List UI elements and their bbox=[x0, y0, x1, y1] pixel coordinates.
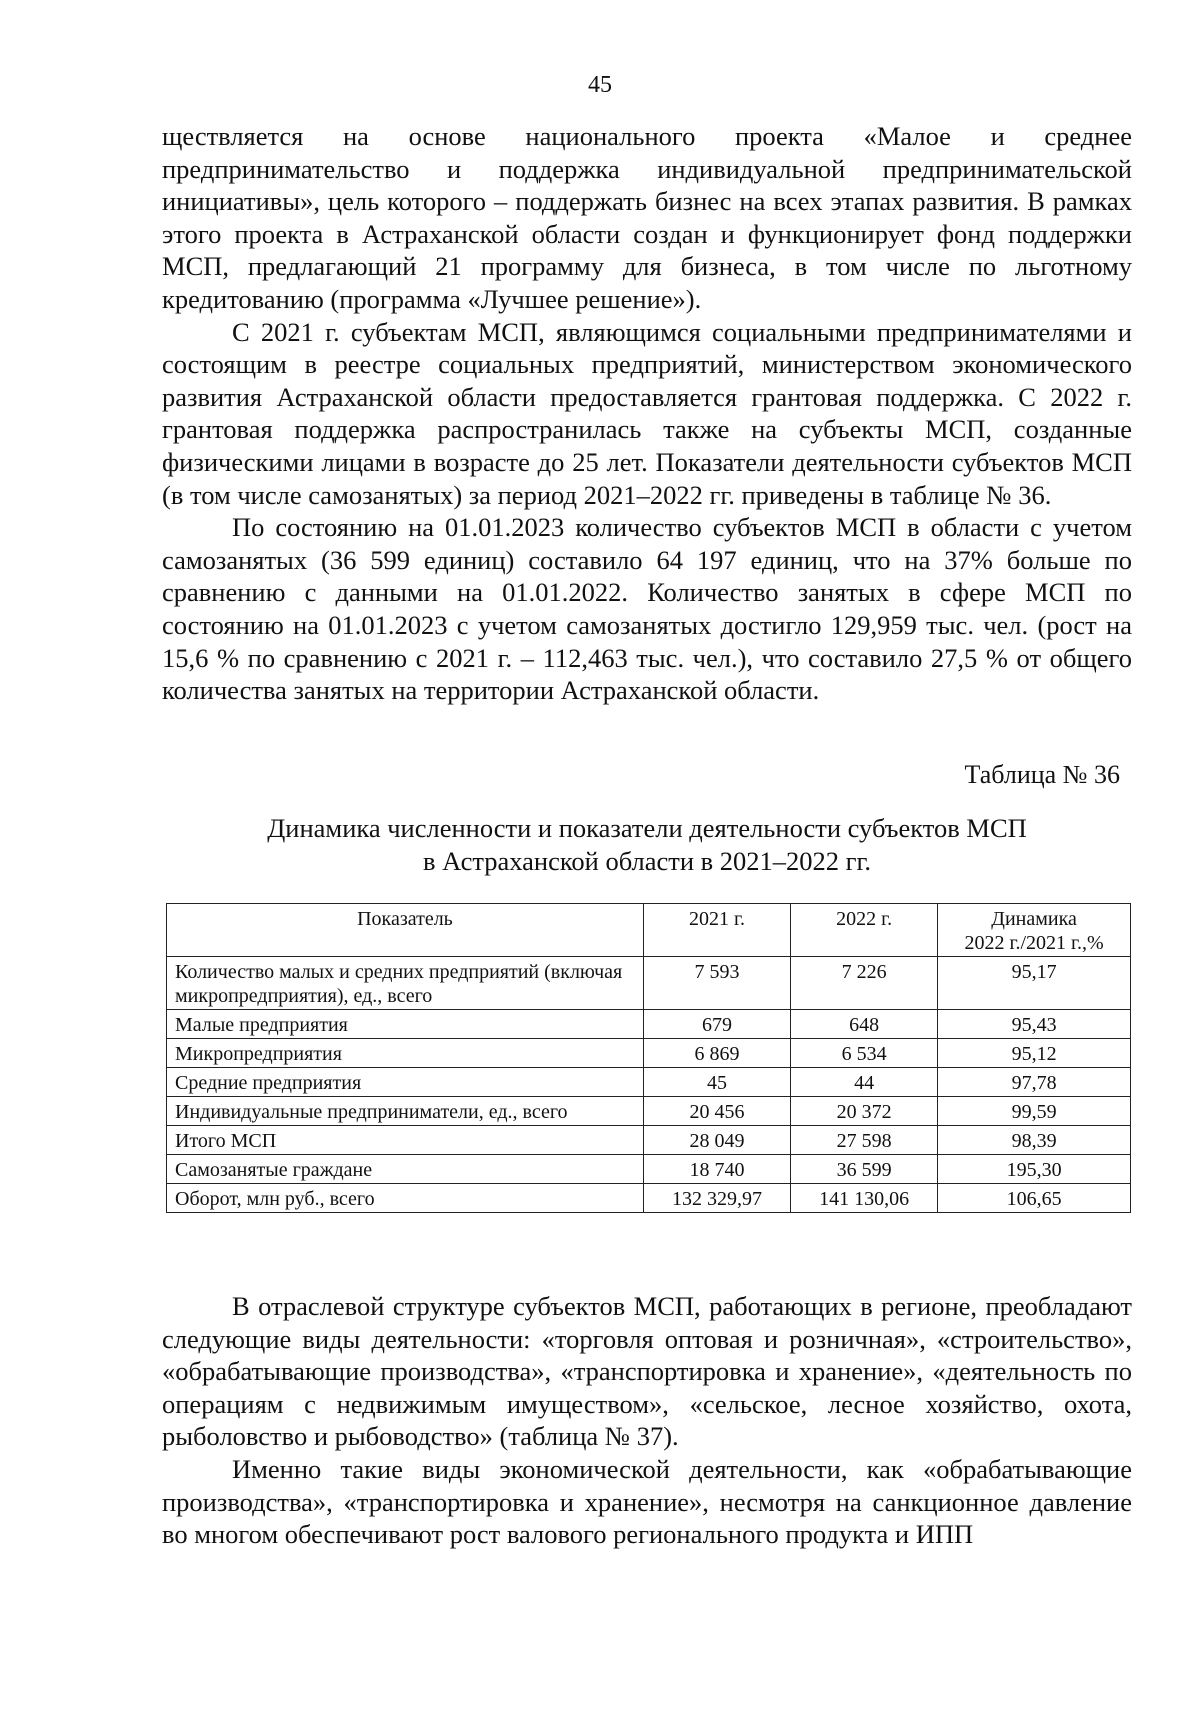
paragraph-2: С 2021 г. субъектам МСП, являющимся социальными предпринимателями и состоящим в реестре социальных предприятий, министерством экономического развития Астраханской области предоставляется грантовая поддержка. С 2022 г. грантовая поддержка распространилась также на субъекты МСП, созданные физическими лицами в возрасте до 25 лет. Показатели деятельности субъектов МСП (в том числе самозанятых) за период 2021–2022 гг. приведены в таблице № 36. bbox=[162, 316, 1132, 510]
header-2022: 2022 г. bbox=[791, 904, 938, 957]
row-value-2022: 20 372 bbox=[791, 1097, 938, 1126]
row-value-2021: 18 740 bbox=[643, 1155, 790, 1184]
row-label: Итого МСП bbox=[167, 1126, 644, 1155]
body-text-bottom bbox=[162, 1290, 1132, 1551]
row-dynamics: 99,59 bbox=[938, 1097, 1131, 1126]
table-row bbox=[167, 1010, 1131, 1039]
row-value-2022: 27 598 bbox=[791, 1126, 938, 1155]
table-number-label: Таблица № 36 bbox=[964, 760, 1120, 789]
header-dynamics-line-1: Динамика bbox=[991, 908, 1077, 930]
header-2021: 2021 г. bbox=[643, 904, 790, 957]
row-label: Индивидуальные предприниматели, ед., всего bbox=[167, 1097, 644, 1126]
row-dynamics: 95,12 bbox=[938, 1039, 1131, 1068]
header-dynamics-line-2: 2022 г./2021 г.,% bbox=[964, 932, 1104, 954]
table-row bbox=[167, 1155, 1131, 1184]
row-value-2022: 7 226 bbox=[791, 957, 938, 1010]
row-value-2021: 45 bbox=[643, 1068, 790, 1097]
paragraph-3: По состоянию на 01.01.2023 количество субъектов МСП в области с учетом самозанятых (36 599 единиц) составило 64 197 единиц, что на 37% больше по сравнению с данными на 01.01.2022. Количество занятых в сфере МСП по состоянию на 01.01.2023 с учетом самозанятых достигло 129,959 тыс. чел. (рост на 15,6 % по сравнению с 2021 г. – 112,463 тыс. чел.), что составило 27,5 % от общего количества занятых на территории Астраханской области. bbox=[162, 512, 1132, 706]
row-dynamics: 195,30 bbox=[938, 1155, 1131, 1184]
table-title-line-1: Динамика численности и показатели деятельности субъектов МСП bbox=[267, 813, 1027, 843]
paragraph-1: ществляется на основе национального проекта «Малое и среднее предпринимательство и поддержка индивидуальной предпринимательской инициативы», цель которого – поддержать бизнес на всех этапах развития. В рамках этого проекта в Астраханской области создан и функционирует фонд поддержки МСП, предлагающий 21 программу для бизнеса, в том числе по льготному кредитованию (программа «Лучшее решение»). bbox=[162, 121, 1132, 314]
paragraph-4: В отраслевой структуре субъектов МСП, работающих в регионе, преобладают следующие виды деятельности: «торговля оптовая и розничная», «строительство», «обрабатывающие производства», «транспортировка и хранение», «деятельность по операциям с недвижимым имуществом», «сельское, лесное хозяйство, охота, рыболовство и рыбоводство» (таблица № 37). bbox=[162, 1291, 1132, 1452]
table-row bbox=[167, 1039, 1131, 1068]
row-value-2021: 6 869 bbox=[643, 1039, 790, 1068]
row-label: Малые предприятия bbox=[167, 1010, 644, 1039]
table-row bbox=[167, 1126, 1131, 1155]
table-header-row bbox=[167, 904, 1131, 957]
row-value-2022: 44 bbox=[791, 1068, 938, 1097]
table-row bbox=[167, 1068, 1131, 1097]
row-value-2021: 679 bbox=[643, 1010, 790, 1039]
table-title-line-2: в Астраханской области в 2021–2022 гг. bbox=[422, 846, 872, 876]
row-label: Количество малых и средних предприятий (включая микропредприятия), ед., всего bbox=[167, 957, 644, 1010]
row-value-2021: 7 593 bbox=[643, 957, 790, 1010]
row-dynamics: 97,78 bbox=[938, 1068, 1131, 1097]
table-row bbox=[167, 957, 1131, 1010]
table-title bbox=[162, 812, 1132, 878]
row-dynamics: 98,39 bbox=[938, 1126, 1131, 1155]
row-value-2022: 36 599 bbox=[791, 1155, 938, 1184]
row-label: Средние предприятия bbox=[167, 1068, 644, 1097]
row-value-2021: 28 049 bbox=[643, 1126, 790, 1155]
row-label: Микропредприятия bbox=[167, 1039, 644, 1068]
row-dynamics: 95,43 bbox=[938, 1010, 1131, 1039]
row-dynamics: 106,65 bbox=[938, 1184, 1131, 1213]
table-row bbox=[167, 1184, 1131, 1213]
row-label: Оборот, млн руб., всего bbox=[167, 1184, 644, 1213]
row-value-2022: 6 534 bbox=[791, 1039, 938, 1068]
page-number: 45 bbox=[588, 72, 612, 98]
row-value-2022: 141 130,06 bbox=[791, 1184, 938, 1213]
row-label: Самозанятые граждане bbox=[167, 1155, 644, 1184]
header-dynamics bbox=[938, 904, 1131, 957]
header-indicator: Показатель bbox=[167, 904, 644, 957]
row-value-2021: 132 329,97 bbox=[643, 1184, 790, 1213]
row-value-2022: 648 bbox=[791, 1010, 938, 1039]
table-row bbox=[167, 1097, 1131, 1126]
paragraph-5: Именно такие виды экономической деятельности, как «обрабатывающие производства», «транспортировка и хранение», несмотря на санкционное давление во многом обеспечивают рост валового регионального продукта и ИПП bbox=[162, 1453, 1132, 1550]
body-text-top bbox=[162, 120, 1132, 707]
row-dynamics: 95,17 bbox=[938, 957, 1131, 1010]
data-table bbox=[166, 903, 1131, 1213]
row-value-2021: 20 456 bbox=[643, 1097, 790, 1126]
